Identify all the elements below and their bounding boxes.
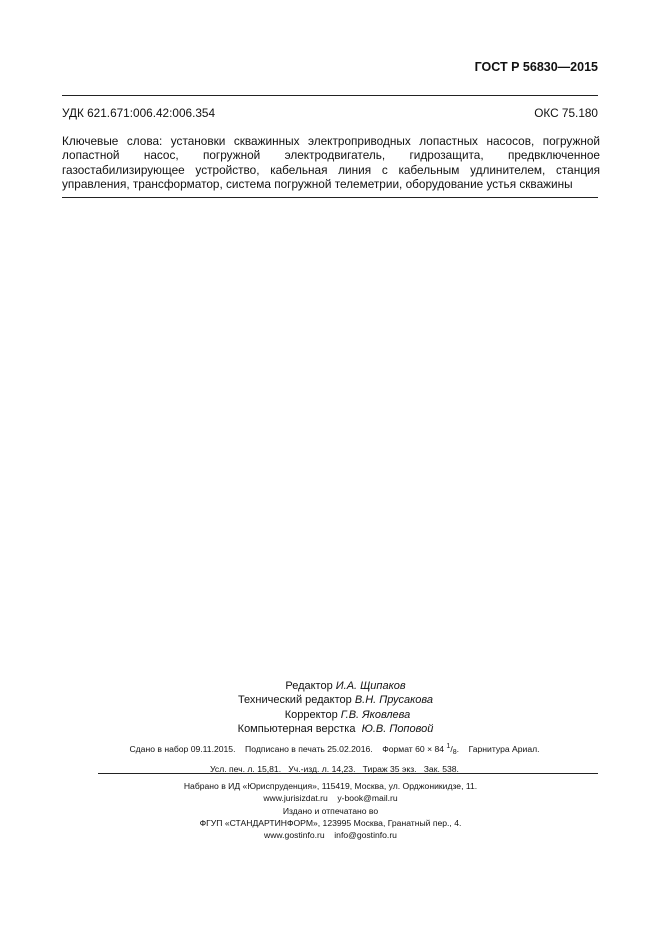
- print-sheets: Усл. печ. л. 15,81.: [210, 764, 282, 774]
- publ-sheets: Уч.-изд. л. 14,23.: [288, 764, 356, 774]
- printing-info: [0, 780, 661, 841]
- keywords-paragraph: Ключевые слова: установки скважинных электроприводных лопастных насосов, погружной лопастной насос, погружной электродвигатель, гидрозащита, предвключенное газостабилизирующее устройство, кабельная линия с кабельным удлинителем, станция управления, трансформатор, система погружной телеметрии, оборудование устья скважины: [62, 134, 600, 191]
- printer-email-link[interactable]: info@gostinfo.ru: [334, 830, 397, 841]
- printed-by-line: Издано и отпечатано во: [282, 805, 379, 816]
- publisher-site-link[interactable]: www.jurisizdat.ru: [263, 793, 328, 804]
- editor-label: Редактор: [285, 680, 333, 692]
- standard-code: ГОСТ Р 56830—2015: [474, 60, 598, 74]
- keywords-divider: [62, 197, 598, 198]
- order-number: Зак. 538.: [423, 764, 459, 774]
- top-divider: [62, 95, 598, 96]
- printer-contacts-line: [0, 829, 661, 841]
- tech-editor-line: [0, 693, 661, 707]
- publication-divider: [98, 773, 598, 774]
- font-info: Гарнитура Ариал.: [468, 744, 540, 754]
- format-numerator: 1: [446, 743, 451, 750]
- corrector-name: Г.В. Яковлева: [340, 708, 411, 721]
- layout-label: Компьютерная верстка: [237, 722, 356, 735]
- editor-name: И.А. Щипаков: [335, 680, 406, 692]
- printer-site-link[interactable]: www.gostinfo.ru: [264, 830, 325, 841]
- udk-code: УДК 621.671:006.42:006.354: [62, 106, 216, 120]
- publication-row-2: [0, 761, 661, 777]
- tech-editor-label: Технический редактор: [237, 694, 352, 707]
- typeset-line: Набрано в ИД «Юриспруденция», 115419, Москва, ул. Орджоникидзе, 11.: [183, 781, 478, 791]
- corrector-line: [0, 708, 661, 722]
- layout-line: [0, 722, 661, 736]
- publisher-email-link[interactable]: y-book@mail.ru: [337, 793, 398, 804]
- circulation: Тираж 35 экз.: [362, 764, 417, 774]
- publication-row-1: Сдано в набор 09.11.2015. Подписано в печать 25.02.2016. Формат 60 × 84 $^1/_8$. Гарнитура Ариал.: [129, 743, 540, 756]
- editor-line: [0, 679, 661, 693]
- corrector-label: Корректор: [284, 708, 338, 721]
- printer-address-line: ФГУП «СТАНДАРТИНФОРМ», 123995 Москва, Гранатный пер., 4.: [199, 817, 462, 828]
- format-prefix: Формат 60 × 84: [382, 744, 445, 754]
- publication-info: [0, 739, 661, 777]
- layout-name: Ю.В. Поповой: [361, 722, 434, 735]
- credits-block: [0, 679, 661, 736]
- signed-date: Подписано в печать 25.02.2016.: [245, 744, 373, 754]
- format-denominator: 8: [452, 749, 457, 756]
- tech-editor-name: В.Н. Прусакова: [354, 694, 434, 707]
- publisher-contacts-line: [0, 792, 661, 804]
- submitted-date: Сдано в набор 09.11.2015.: [129, 744, 236, 754]
- oks-code: ОКС 75.180: [534, 106, 598, 120]
